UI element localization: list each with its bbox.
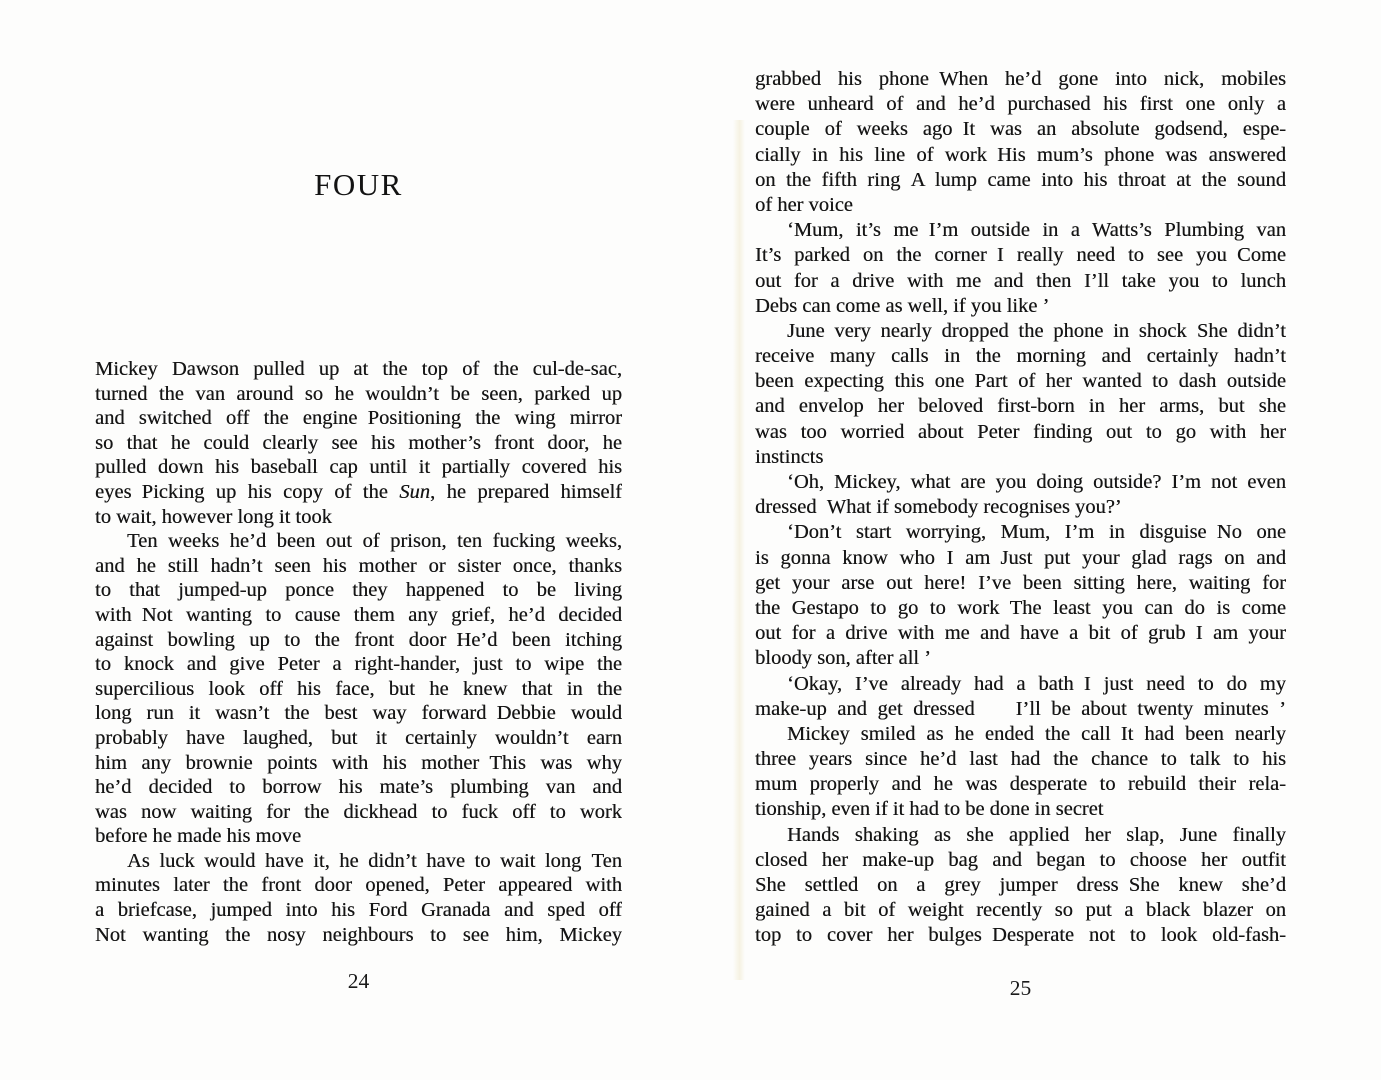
paragraph xyxy=(755,470,1286,520)
text-line: long run it wasn’t the best way forward Debbie would xyxy=(95,702,622,725)
text-line: was too worried about Peter finding out to go with her xyxy=(755,420,1286,443)
text-line: to wait, however long it took xyxy=(95,505,332,528)
text-line: tionship, even if it had to be done in secret xyxy=(755,798,1104,821)
text-line: June very nearly dropped the phone in shock She didn’t xyxy=(787,319,1286,342)
text-line: out for a drive with me and then I’ll take you to lunch xyxy=(755,269,1286,292)
text-line: Mickey Dawson pulled up at the top of the cul-de-sac, xyxy=(95,358,622,380)
text-line: before he made his move xyxy=(95,825,302,848)
paragraph xyxy=(95,357,622,529)
text-line: instincts xyxy=(755,445,824,468)
text-line: grabbed his phone When he’d gone into nick, mobiles xyxy=(755,68,1286,90)
text-line: top to cover her bulges Desperate not to look old-fash- xyxy=(755,924,1286,947)
text-line: Hands shaking as she applied her slap, June finally xyxy=(787,823,1286,846)
text-line: Debs can come as well, if you like ’ xyxy=(755,294,1050,317)
text-line: bloody son, after all ’ xyxy=(755,647,931,670)
text-line: dressed What if somebody recognises you?’ xyxy=(755,496,1122,519)
text-line: ‘Don’t start worrying, Mum, I’m in disguise No one xyxy=(787,521,1286,544)
text-line: been expecting this one Part of her wanted to dash outside xyxy=(755,370,1286,393)
text-line: on the fifth ring A lump came into his throat at the sound xyxy=(755,168,1286,191)
text-line: supercilious look off his face, but he knew that in the xyxy=(95,677,622,700)
text-line: him any brownie points with his mother This was why xyxy=(95,751,622,774)
paragraph xyxy=(755,67,1286,218)
text-line: of her voice xyxy=(755,193,853,216)
paragraph xyxy=(755,722,1286,823)
text-line: make-up and get dressed I’ll be about twenty minutes ’ xyxy=(755,697,1286,720)
text-line: were unheard of and he’d purchased his first one only a xyxy=(755,93,1286,116)
text-line: he’d decided to borrow his mate’s plumbing van and xyxy=(95,776,622,799)
text-line: so that he could clearly see his mother’s front door, he xyxy=(95,431,622,454)
text-line: gained a bit of weight recently so put a black blazer on xyxy=(755,899,1286,922)
text-line: ‘Mum, it’s me I’m outside in a Watts’s Plumbing van xyxy=(787,219,1286,242)
text-line: It’s parked on the corner I really need to see you Come xyxy=(755,244,1286,267)
text-line: pulled down his baseball cap until it partially covered his xyxy=(95,456,622,479)
chapter-heading: FOUR xyxy=(314,167,403,202)
text-line: She settled on a grey jumper dress She knew she’d xyxy=(755,874,1286,896)
text-line: and switched off the engine Positioning the wing mirror xyxy=(95,407,622,430)
text-line: out for a drive with me and have a bit of grub I am your xyxy=(755,622,1286,645)
paragraph xyxy=(95,849,622,947)
paragraph xyxy=(755,672,1286,722)
text-line: ‘Oh, Mickey, what are you doing outside? I’m not even xyxy=(787,471,1286,493)
text-line: cially in his line of work His mum’s phone was answered xyxy=(755,143,1286,166)
text-line: turned the van around so he wouldn’t be seen, parked up xyxy=(95,382,622,405)
text-line: Ten weeks he’d been out of prison, ten fucking weeks, xyxy=(127,530,622,553)
text-line: closed her make-up bag and began to choose her outfit xyxy=(755,848,1286,871)
text-line: the Gestapo to go to work The least you can do is come xyxy=(755,596,1286,619)
text-line: Not wanting the nosy neighbours to see him, Mickey xyxy=(95,923,622,946)
text-line: ‘Okay, I’ve already had a bath I just need to do my xyxy=(787,672,1286,695)
left-page-body xyxy=(95,357,622,947)
paragraph xyxy=(95,529,622,849)
text-line: a briefcase, jumped into his Ford Granada and sped off xyxy=(95,899,622,922)
page-number: 25 xyxy=(1009,976,1032,1000)
paragraph xyxy=(755,823,1286,949)
paragraph xyxy=(755,218,1286,319)
right-page xyxy=(755,0,1286,1080)
left-page xyxy=(95,0,622,1080)
text-line: to knock and give Peter a right-hander, just to wipe the xyxy=(95,653,622,676)
text-line: get your arse out here! I’ve been sitting here, waiting for xyxy=(755,571,1286,594)
paragraph xyxy=(755,319,1286,470)
text-line: couple of weeks ago It was an absolute godsend, espe- xyxy=(755,118,1286,141)
text-line: and he still hadn’t seen his mother or sister once, thanks xyxy=(95,554,622,577)
page-number: 24 xyxy=(347,969,370,993)
text-line: mum properly and he was desperate to rebuild their rela- xyxy=(755,773,1286,796)
right-page-body xyxy=(755,67,1286,949)
text-line: eyes Picking up his copy of the Sun, he prepared himself xyxy=(95,480,622,503)
text-line: probably have laughed, but it certainly wouldn’t earn xyxy=(95,726,622,749)
text-line: was now waiting for the dickhead to fuck off to work xyxy=(95,800,622,823)
text-line: against bowling up to the front door He’d been itching xyxy=(95,628,622,651)
text-line: receive many calls in the morning and certainly hadn’t xyxy=(755,345,1286,368)
text-line: with Not wanting to cause them any grief, he’d decided xyxy=(95,603,622,626)
text-line: Mickey smiled as he ended the call It had been nearly xyxy=(787,722,1286,745)
text-line: three years since he’d last had the chance to talk to his xyxy=(755,748,1286,771)
page-gutter xyxy=(733,120,745,980)
text-line: and envelop her beloved first-born in her arms, but she xyxy=(755,395,1286,418)
text-line: is gonna know who I am Just put your glad rags on and xyxy=(755,546,1286,569)
paragraph xyxy=(755,520,1286,671)
text-line: to that jumped-up ponce they happened to be living xyxy=(95,579,622,602)
text-line: minutes later the front door opened, Peter appeared with xyxy=(95,874,622,897)
text-line: As luck would have it, he didn’t have to wait long Ten xyxy=(127,849,622,872)
